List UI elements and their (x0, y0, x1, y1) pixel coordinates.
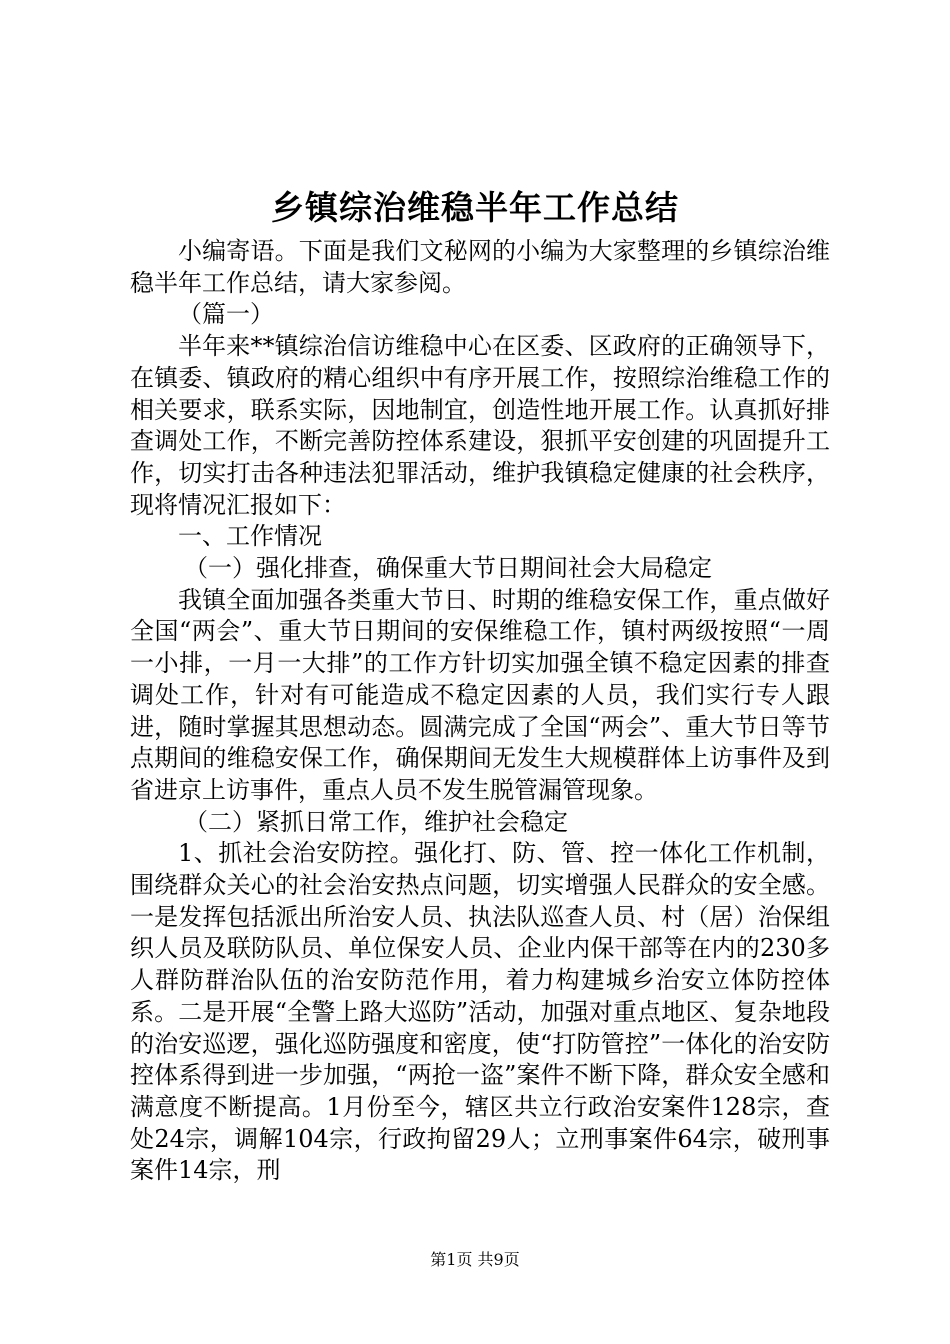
intro-paragraph: 小编寄语。下面是我们文秘网的小编为大家整理的乡镇综治维稳半年工作总结，请大家参阅。 (130, 237, 830, 297)
body-paragraph: 1、抓社会治安防控。强化打、防、管、控一体化工作机制，围绕群众关心的社会治安热点问题，切实增强人民群众的安全感。一是发挥包括派出所治安人员、执法队巡查人员、村（居）治保组织人员及联防队员、单位保安人员、企业内保干部等在内的230多人群防群治队伍的治安防范作用，着力构建城乡治安立体防控体系。二是开展“全警上路大巡防”活动，加强对重点地区、复杂地段的治安巡逻，强化巡防强度和密度，使“打防管控”一体化的治安防控体系得到进一步加强，“两抢一盗”案件不断下降，群众安全感和满意度不断提高。1月份至今，辖区共立行政治安案件128宗，查处24宗，调解104宗，行政拘留29人；立刑事案件64宗，破刑事案件14宗，刑 (130, 839, 830, 1185)
subsection-heading: （二）紧抓日常工作，维护社会稳定 (184, 807, 568, 836)
section-heading: 一、工作情况 (178, 522, 322, 551)
subsection-heading: （一）强化排查，确保重大节日期间社会大局稳定 (184, 554, 712, 583)
document-title: 乡镇综治维稳半年工作总结 (271, 188, 679, 227)
section-label: （篇一） (178, 300, 274, 329)
body-paragraph: 半年来**镇综治信访维稳中心在区委、区政府的正确领导下，在镇委、镇政府的精心组织中有序开展工作，按照综治维稳工作的相关要求，联系实际，因地制宜，创造性地开展工作。认真抓好排查调处工作，不断完善防控体系建设，狠抓平安创建的巩固提升工作，切实打击各种违法犯罪活动，维护我镇稳定健康的社会秩序，现将情况汇报如下： (130, 332, 830, 519)
page-footer: 第1页 共9页 (430, 1250, 520, 1269)
body-paragraph: 我镇全面加强各类重大节日、时期的维稳安保工作，重点做好全国“两会”、重大节日期间的安保维稳工作，镇村两级按照“一周一小排，一月一大排”的工作方针切实加强全镇不稳定因素的排查调处工作，针对有可能造成不稳定因素的人员，我们实行专人跟进，随时掌握其思想动态。圆满完成了全国“两会”、重大节日等节点期间的维稳安保工作，确保期间无发生大规模群体上访事件及到省进京上访事件，重点人员不发生脱管漏管现象。 (130, 585, 830, 804)
document-body (130, 236, 830, 1187)
